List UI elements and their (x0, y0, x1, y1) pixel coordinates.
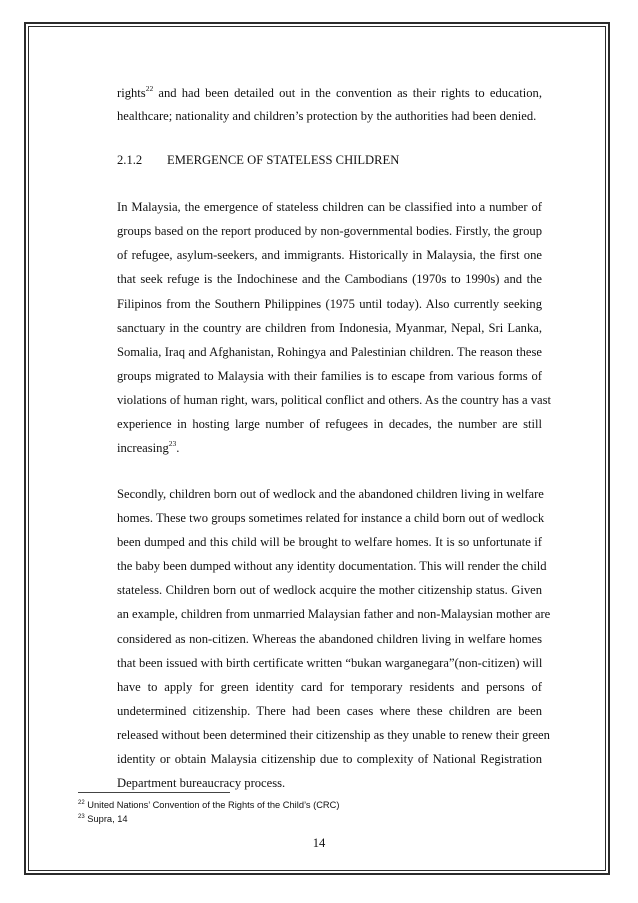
section-title: EMERGENCE OF STATELESS CHILDREN (167, 153, 400, 167)
text-line: sanctuary in the country are children from Indonesia, Myanmar, Nepal, Sri Lanka, (117, 321, 542, 335)
page-number: 14 (312, 836, 326, 850)
footnote-divider (78, 792, 230, 793)
text-line: violations of human right, wars, political conflict and others. As the country has a vast (117, 393, 552, 407)
text-line: Secondly, children born out of wedlock and the abandoned children living in welfare (117, 487, 544, 501)
footnote-ref: 22 (145, 84, 154, 93)
footnote: $^{23}$ Supra, 14 (78, 814, 128, 824)
text-line: Somalia, Iraq and Afghanistan, Rohingya and Palestinian children. The reason these (117, 345, 542, 359)
text-line: the baby been dumped without any identity documentation. This will render the child (117, 559, 547, 573)
text-line: groups based on the report produced by non-governmental bodies. Firstly, the group (117, 224, 542, 238)
text-line: released without been determined their citizenship as they unable to renew their green (117, 728, 550, 742)
footnote: $^{22}$ United Nations’ Convention of the Rights of the Child’s (CRC) (78, 800, 340, 810)
text-line: rights$^{22}$ and had been detailed out in the convention as their rights to education, (117, 84, 542, 100)
text-line: been dumped and this child will be brought to welfare homes. It is so unfortunate if (117, 535, 542, 549)
section-number: 2.1.2 (117, 153, 143, 167)
text-line: considered as non-citizen. Whereas the abandoned children living in welfare homes (117, 632, 542, 646)
footnote-ref: 23 (168, 439, 177, 448)
text-line: have to apply for green identity card for temporary residents and persons of (117, 680, 542, 694)
text-line: that seek refuge is the Indochinese and the Cambodians (1970s to 1990s) and the (117, 272, 542, 286)
text-line: Department bureaucracy process. (117, 776, 286, 790)
text-line: groups migrated to Malaysia with their families is to escape from various forms of (117, 369, 542, 383)
text-line: Filipinos from the Southern Philippines (1975 until today). Also currently seeking (117, 297, 542, 311)
text-line: that been issued with birth certificate written “bukan warganegara”(non-citizen) will (117, 656, 543, 670)
text-line: homes. These two groups sometimes related for instance a child born out of wedlock (117, 511, 545, 525)
text-line: identity or obtain Malaysia citizenship due to complexity of National Registration (117, 752, 542, 766)
text-line: experience in hosting large number of refugees in decades, the number are still (117, 417, 542, 431)
text-line: healthcare; nationality and children’s protection by the authorities had been denied. (117, 109, 537, 123)
text-line: increasing$^{23}$. (117, 439, 180, 455)
text-line: of refugee, asylum-seekers, and immigrants. Historically in Malaysia, the first one (117, 248, 542, 262)
text-line: undetermined citizenship. There had been cases where these children are been (117, 704, 542, 718)
text-line: an example, children from unmarried Malaysian father and non-Malaysian mother are (117, 607, 551, 621)
text-line: stateless. Children born out of wedlock acquire the mother citizenship status. Given (117, 583, 542, 597)
section-heading (117, 152, 399, 168)
text-line: In Malaysia, the emergence of stateless children can be classified into a number of (117, 200, 542, 214)
